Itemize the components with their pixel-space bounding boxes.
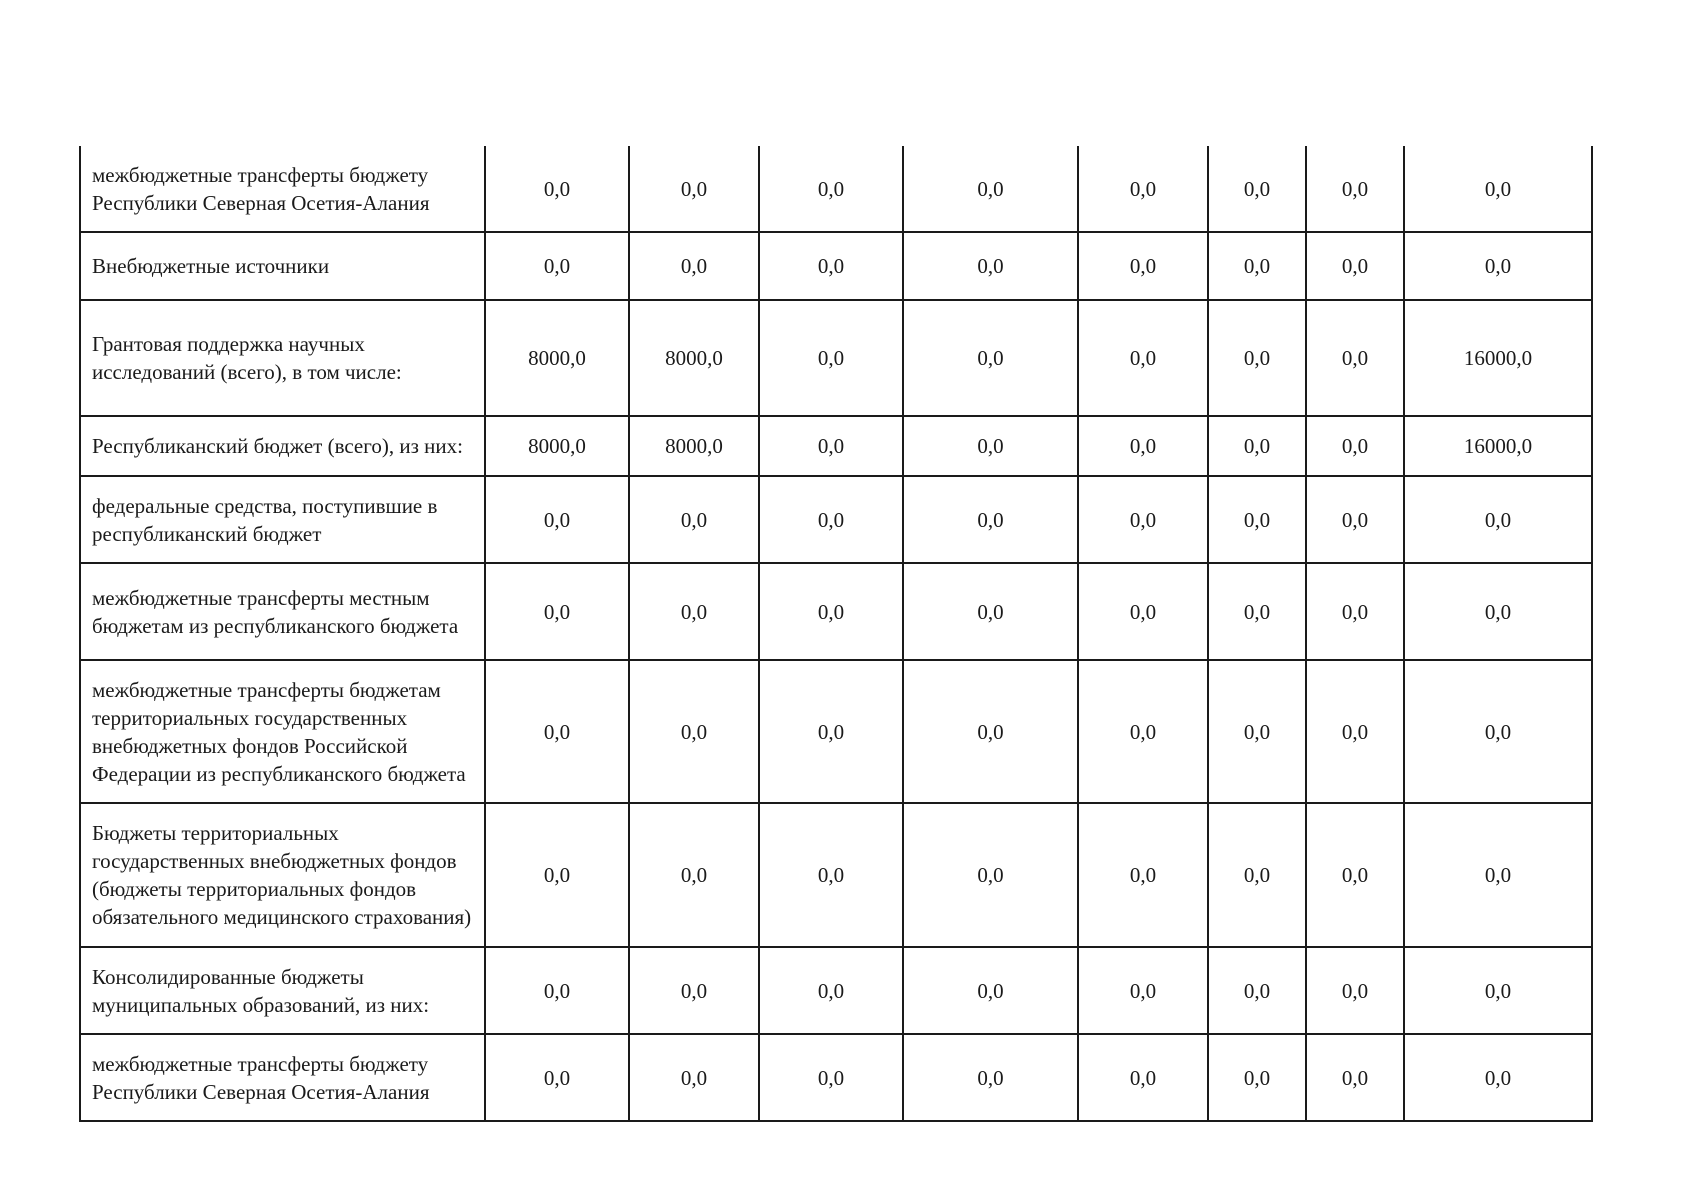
row-label: Внебюджетные источники: [80, 232, 485, 300]
value-cell: 0,0: [1404, 660, 1592, 803]
value-cell: 8000,0: [629, 300, 759, 416]
value-cell: 0,0: [1306, 1034, 1404, 1121]
value-cell: 0,0: [1306, 476, 1404, 563]
value-cell: 0,0: [629, 1034, 759, 1121]
value-cell: 0,0: [759, 476, 903, 563]
value-cell: 0,0: [903, 1034, 1078, 1121]
value-cell: 0,0: [629, 232, 759, 300]
value-cell: 0,0: [485, 232, 629, 300]
value-cell: 0,0: [485, 1034, 629, 1121]
value-cell: 0,0: [485, 660, 629, 803]
value-cell: 0,0: [485, 476, 629, 563]
row-label: межбюджетные трансферты бюджету Республики Северная Осетия-Алания: [80, 146, 485, 232]
value-cell: 8000,0: [629, 416, 759, 476]
value-cell: 0,0: [1306, 416, 1404, 476]
value-cell: 0,0: [629, 476, 759, 563]
value-cell: 0,0: [903, 232, 1078, 300]
value-cell: 0,0: [1208, 803, 1306, 947]
value-cell: 0,0: [1208, 660, 1306, 803]
value-cell: 0,0: [629, 563, 759, 660]
value-cell: 0,0: [485, 947, 629, 1034]
value-cell: 0,0: [903, 563, 1078, 660]
value-cell: 0,0: [1078, 416, 1208, 476]
value-cell: 0,0: [1404, 563, 1592, 660]
value-cell: 0,0: [485, 803, 629, 947]
value-cell: 0,0: [1306, 660, 1404, 803]
value-cell: 0,0: [629, 803, 759, 947]
value-cell: 0,0: [1208, 300, 1306, 416]
value-cell: 0,0: [1208, 476, 1306, 563]
value-cell: 0,0: [759, 803, 903, 947]
value-cell: 0,0: [1404, 146, 1592, 232]
value-cell: 0,0: [1208, 146, 1306, 232]
value-cell: 0,0: [1078, 660, 1208, 803]
value-cell: 0,0: [1208, 947, 1306, 1034]
value-cell: 0,0: [1078, 300, 1208, 416]
value-cell: 0,0: [485, 146, 629, 232]
value-cell: 16000,0: [1404, 416, 1592, 476]
value-cell: 0,0: [1078, 146, 1208, 232]
value-cell: 0,0: [903, 416, 1078, 476]
value-cell: 0,0: [759, 300, 903, 416]
value-cell: 0,0: [1306, 947, 1404, 1034]
value-cell: 0,0: [1078, 476, 1208, 563]
value-cell: 0,0: [759, 232, 903, 300]
table-row: [80, 947, 1592, 1034]
table-row: [80, 803, 1592, 947]
value-cell: 0,0: [1306, 803, 1404, 947]
row-label: федеральные средства, поступившие в республиканский бюджет: [80, 476, 485, 563]
value-cell: 0,0: [903, 947, 1078, 1034]
table-row: [80, 232, 1592, 300]
value-cell: 0,0: [1078, 947, 1208, 1034]
value-cell: 0,0: [1404, 803, 1592, 947]
value-cell: 0,0: [903, 476, 1078, 563]
table-body: [80, 146, 1592, 1121]
value-cell: 0,0: [1078, 1034, 1208, 1121]
funding-table: [79, 146, 1593, 1122]
row-label: Республиканский бюджет (всего), из них:: [80, 416, 485, 476]
value-cell: 0,0: [759, 416, 903, 476]
table-row: [80, 416, 1592, 476]
value-cell: 0,0: [1404, 476, 1592, 563]
table-row: [80, 300, 1592, 416]
value-cell: 8000,0: [485, 416, 629, 476]
value-cell: 0,0: [629, 146, 759, 232]
row-label: межбюджетные трансферты бюджету Республики Северная Осетия-Алания: [80, 1034, 485, 1121]
table-row: [80, 1034, 1592, 1121]
value-cell: 0,0: [759, 660, 903, 803]
value-cell: 0,0: [1404, 1034, 1592, 1121]
value-cell: 0,0: [1306, 300, 1404, 416]
value-cell: 0,0: [903, 803, 1078, 947]
value-cell: 0,0: [1306, 146, 1404, 232]
value-cell: 0,0: [1208, 232, 1306, 300]
table-row: [80, 563, 1592, 660]
value-cell: 0,0: [1208, 416, 1306, 476]
value-cell: 0,0: [1306, 563, 1404, 660]
value-cell: 0,0: [903, 146, 1078, 232]
value-cell: 0,0: [759, 146, 903, 232]
row-label: межбюджетные трансферты бюджетам территориальных государственных внебюджетных фондов Российской Федерации из республиканского бюджета: [80, 660, 485, 803]
row-label: Консолидированные бюджеты муниципальных образований, из них:: [80, 947, 485, 1034]
value-cell: 0,0: [1208, 563, 1306, 660]
table-row: [80, 476, 1592, 563]
value-cell: 8000,0: [485, 300, 629, 416]
value-cell: 0,0: [629, 660, 759, 803]
value-cell: 0,0: [759, 1034, 903, 1121]
value-cell: 0,0: [903, 660, 1078, 803]
value-cell: 0,0: [903, 300, 1078, 416]
row-label: межбюджетные трансферты местным бюджетам из республиканского бюджета: [80, 563, 485, 660]
table-row: [80, 146, 1592, 232]
row-label: Грантовая поддержка научных исследований (всего), в том числе:: [80, 300, 485, 416]
row-label: Бюджеты территориальных государственных внебюджетных фондов (бюджеты территориальных фондов обязательного медицинского страхования): [80, 803, 485, 947]
value-cell: 0,0: [1306, 232, 1404, 300]
value-cell: 16000,0: [1404, 300, 1592, 416]
table-row: [80, 660, 1592, 803]
value-cell: 0,0: [629, 947, 759, 1034]
value-cell: 0,0: [485, 563, 629, 660]
value-cell: 0,0: [1404, 947, 1592, 1034]
value-cell: 0,0: [1078, 563, 1208, 660]
value-cell: 0,0: [1078, 232, 1208, 300]
value-cell: 0,0: [759, 563, 903, 660]
value-cell: 0,0: [1078, 803, 1208, 947]
value-cell: 0,0: [1404, 232, 1592, 300]
value-cell: 0,0: [759, 947, 903, 1034]
value-cell: 0,0: [1208, 1034, 1306, 1121]
